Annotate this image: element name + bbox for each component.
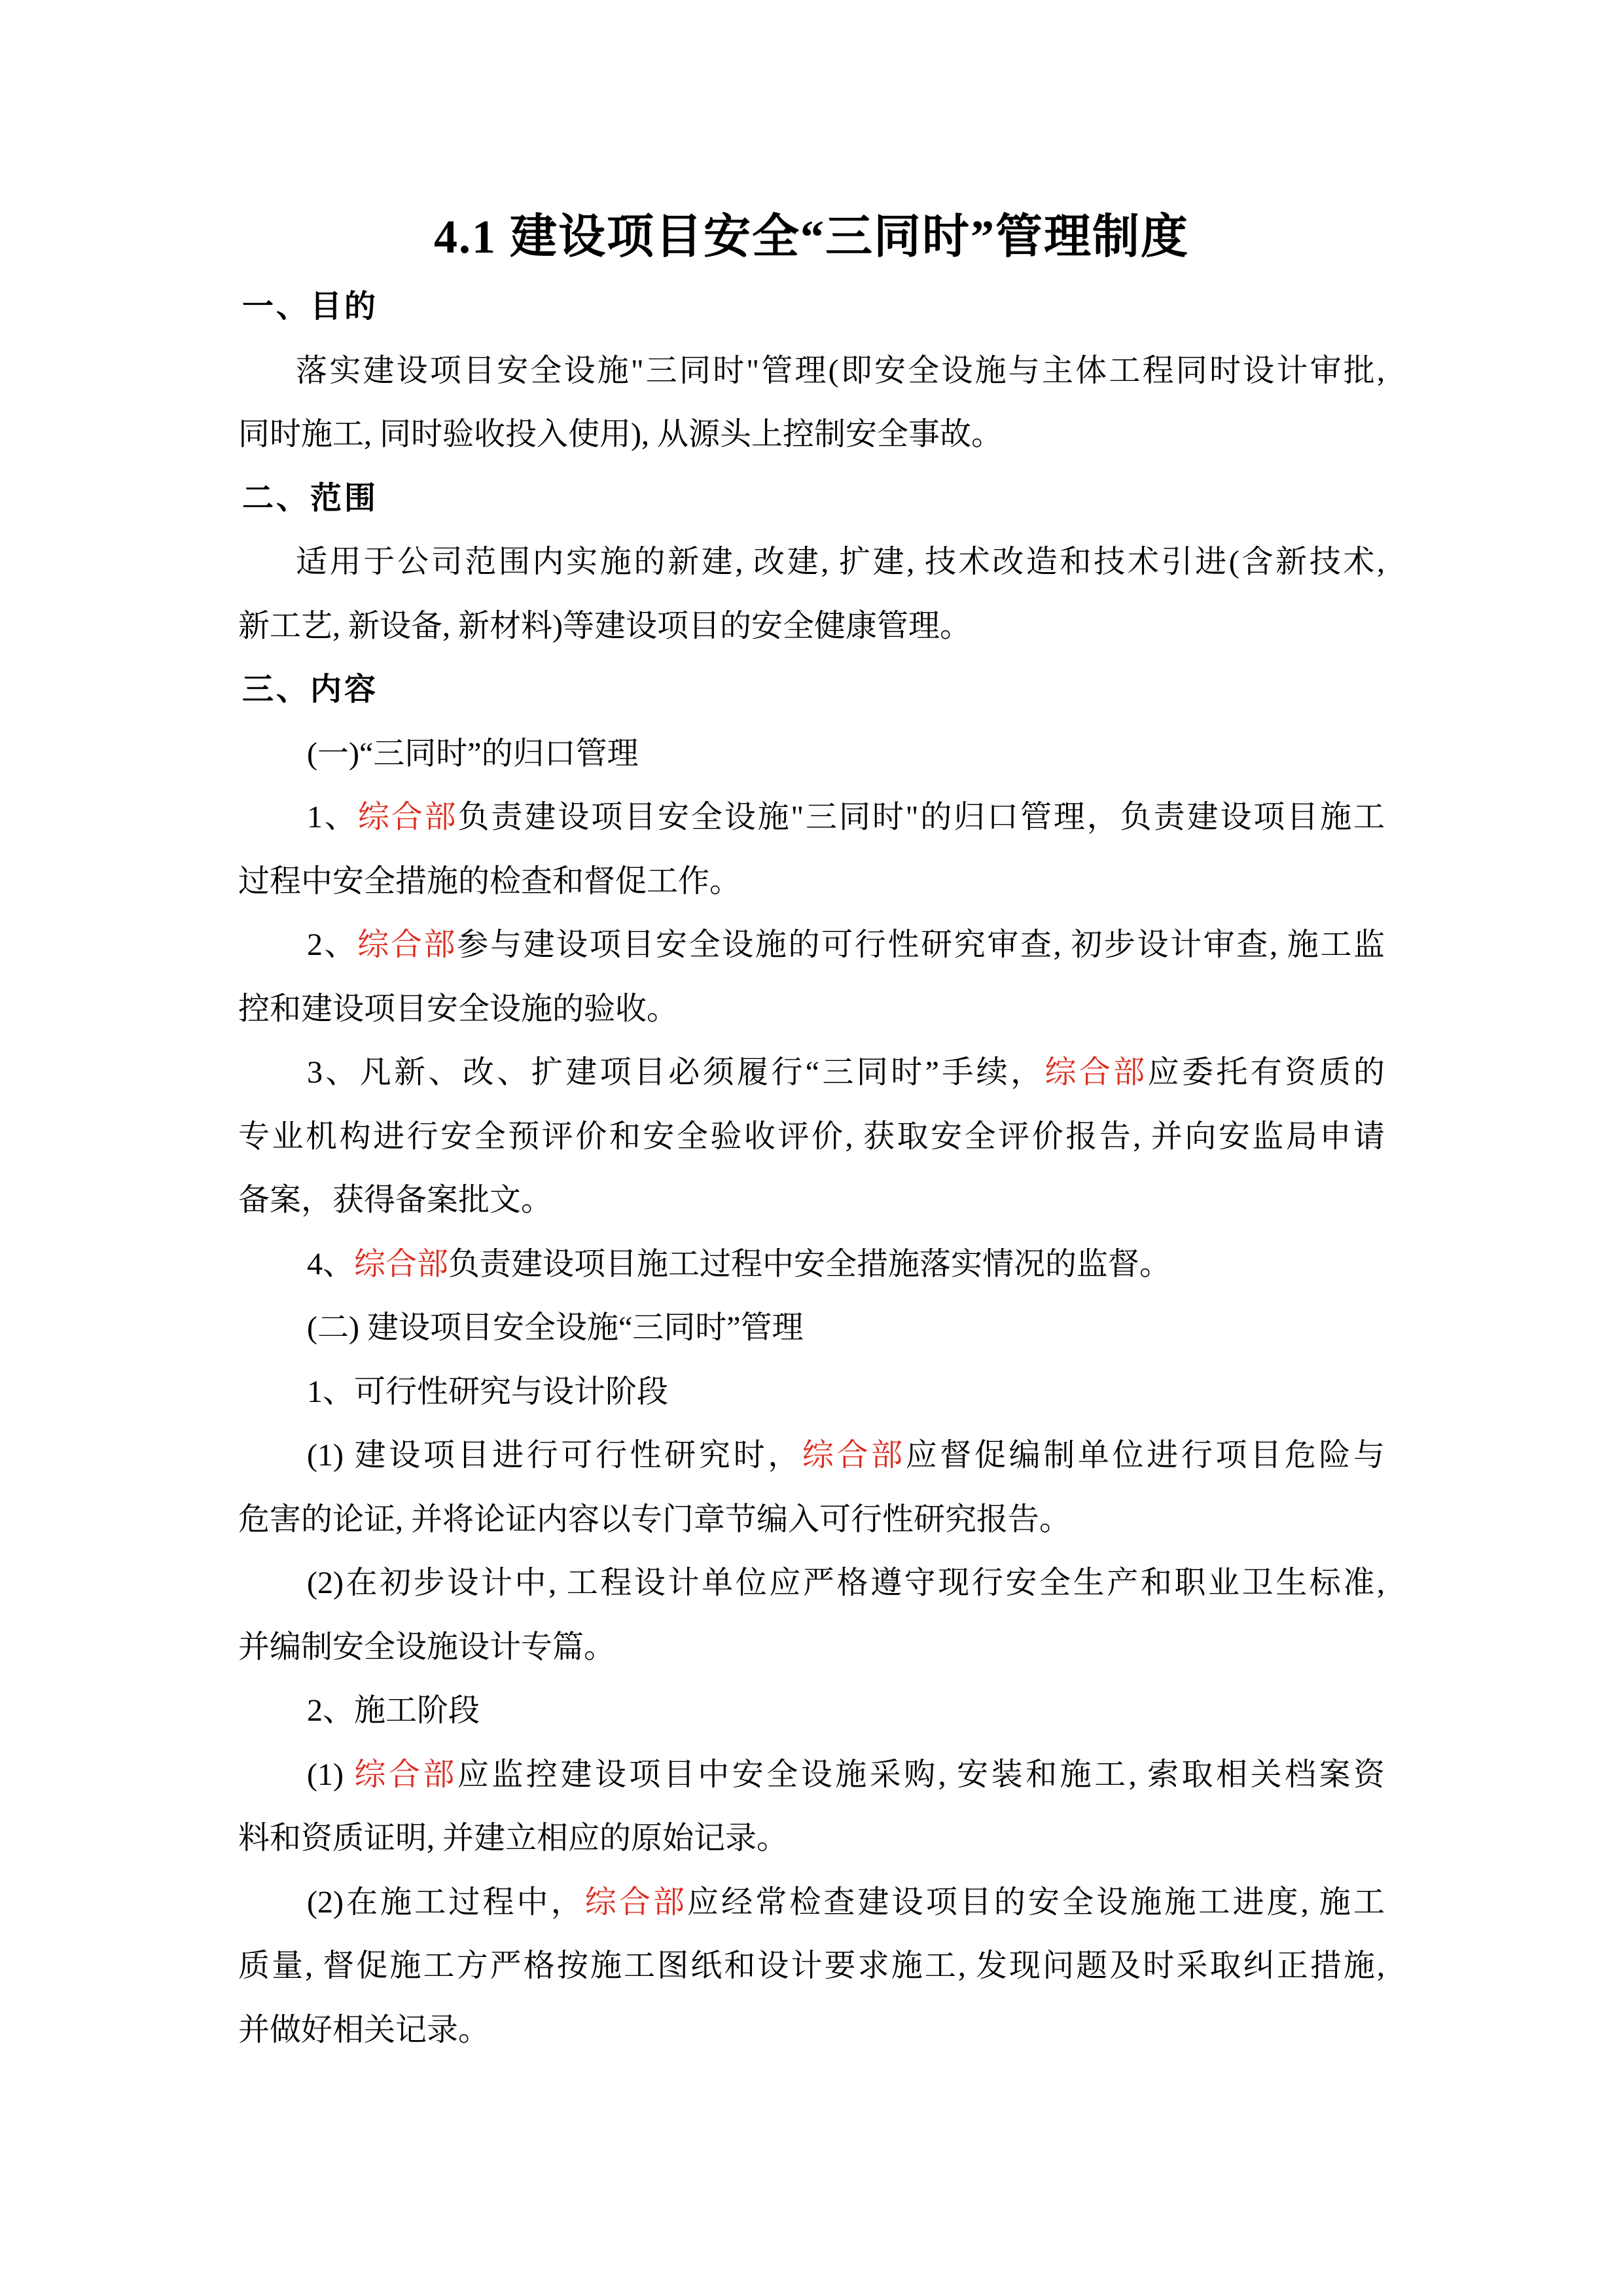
text-segment: 参与建设项目安全设施的可行性研究审查, 初步设计审查, 施工监	[457, 927, 1385, 962]
text-segment: 1、可行性研究与设计阶段	[307, 1374, 669, 1409]
body-text-line	[238, 1105, 1385, 1169]
department-name-red-text: 综合部	[1044, 1055, 1148, 1090]
body-text-line	[238, 1806, 1385, 1871]
text-segment: (1) 建设项目进行可行性研究时，	[307, 1438, 802, 1473]
text-segment: 应经常检查建设项目的安全设施施工进度, 施工	[687, 1884, 1385, 1920]
body-text-line	[238, 1743, 1385, 1807]
body-text-line	[238, 530, 1385, 594]
department-name-red-text: 综合部	[584, 1884, 688, 1920]
text-segment: (二) 建设项目安全设施“三同时”管理	[307, 1310, 804, 1345]
body-text-line	[238, 1871, 1385, 1935]
text-segment: 应督促编制单位进行项目危险与	[905, 1438, 1385, 1473]
document-title: 4.1 建设项目安全“三同时”管理制度	[433, 211, 1189, 263]
text-segment: 应委托有资质的	[1147, 1055, 1385, 1090]
department-name-red-text: 综合部	[357, 800, 458, 834]
text-segment: 二、范围	[242, 480, 379, 516]
text-segment: 适用于公司范围内实施的新建, 改建, 扩建, 技术改造和技术引进(含新技术,	[296, 545, 1385, 579]
text-segment: (2)在施工过程中，	[307, 1884, 585, 1920]
text-segment: 三、内容	[242, 672, 379, 707]
text-segment: 控和建设项目安全设施的验收。	[238, 991, 679, 1026]
text-segment: 一、目的	[242, 289, 379, 324]
text-segment: 并做好相关记录。	[238, 2012, 490, 2047]
body-text-line	[238, 403, 1385, 467]
text-segment: 质量, 督促施工方严格按施工图纸和设计要求施工, 发现问题及时采取纠正措施,	[238, 1948, 1385, 1983]
body-text-line	[238, 594, 1385, 658]
body-text-line	[238, 722, 1385, 786]
body-text-line	[238, 1934, 1385, 1998]
section-heading-line	[238, 658, 1385, 722]
body-text-line	[238, 1998, 1385, 2062]
body-text-line	[238, 1424, 1385, 1488]
department-name-red-text: 综合部	[354, 1757, 457, 1792]
body-text-line	[238, 1041, 1385, 1105]
text-segment: 3、凡新、改、扩建项目必须履行“三同时”手续，	[307, 1055, 1045, 1090]
section-heading-line	[238, 275, 1385, 339]
body-text-line	[238, 785, 1385, 850]
text-segment: 4、	[307, 1246, 355, 1282]
text-segment: 新工艺, 新设备, 新材料)等建设项目的安全健康管理。	[238, 608, 971, 643]
text-segment: 2、施工阶段	[307, 1693, 480, 1728]
body-text-line	[238, 1232, 1385, 1297]
text-segment: 应监控建设项目中安全设施采购, 安装和施工, 索取相关档案资	[457, 1757, 1385, 1792]
body-text-line	[238, 1551, 1385, 1615]
body-text-line	[238, 913, 1385, 977]
text-segment: 1、	[307, 800, 358, 834]
text-segment: 过程中安全措施的检查和督促工作。	[238, 863, 741, 899]
body-text-line	[238, 977, 1385, 1041]
body-text-line	[238, 1360, 1385, 1424]
body-text-line	[238, 1488, 1385, 1552]
document-body	[238, 275, 1385, 2062]
text-segment: 2、	[307, 927, 358, 962]
department-name-red-text: 综合部	[802, 1438, 906, 1473]
text-segment: 料和资质证明, 并建立相应的原始记录。	[238, 1821, 789, 1856]
text-segment: (一)“三同时”的归口管理	[307, 736, 639, 771]
text-segment: 负责建设项目安全设施"三同时"的归口管理，负责建设项目施工	[457, 800, 1385, 834]
body-text-line	[238, 1296, 1385, 1360]
body-text-line	[238, 339, 1385, 403]
text-segment: 并编制安全设施设计专篇。	[238, 1629, 616, 1664]
text-segment: 专业机构进行安全预评价和安全验收评价, 获取安全评价报告, 并向安监局申请	[238, 1119, 1385, 1154]
body-text-line	[238, 850, 1385, 914]
department-name-red-text: 综合部	[354, 1246, 449, 1282]
body-text-line	[238, 1615, 1385, 1679]
text-segment: 危害的论证, 并将论证内容以专门章节编入可行性研究报告。	[238, 1501, 1071, 1537]
department-name-red-text: 综合部	[357, 927, 457, 962]
text-segment: (1)	[307, 1757, 355, 1792]
text-segment: 落实建设项目安全设施"三同时"管理(即安全设施与主体工程同时设计审批,	[296, 353, 1385, 388]
section-heading-line	[238, 467, 1385, 531]
body-text-line	[238, 1168, 1385, 1232]
text-segment: 负责建设项目施工过程中安全措施落实情况的监督。	[448, 1246, 1171, 1282]
text-segment: 备案，获得备案批文。	[238, 1183, 553, 1217]
text-segment: (2)在初步设计中, 工程设计单位应严格遵守现行安全生产和职业卫生标准,	[307, 1566, 1385, 1600]
text-segment: 同时施工, 同时验收投入使用), 从源头上控制安全事故。	[238, 417, 1003, 452]
body-text-line	[238, 1679, 1385, 1743]
